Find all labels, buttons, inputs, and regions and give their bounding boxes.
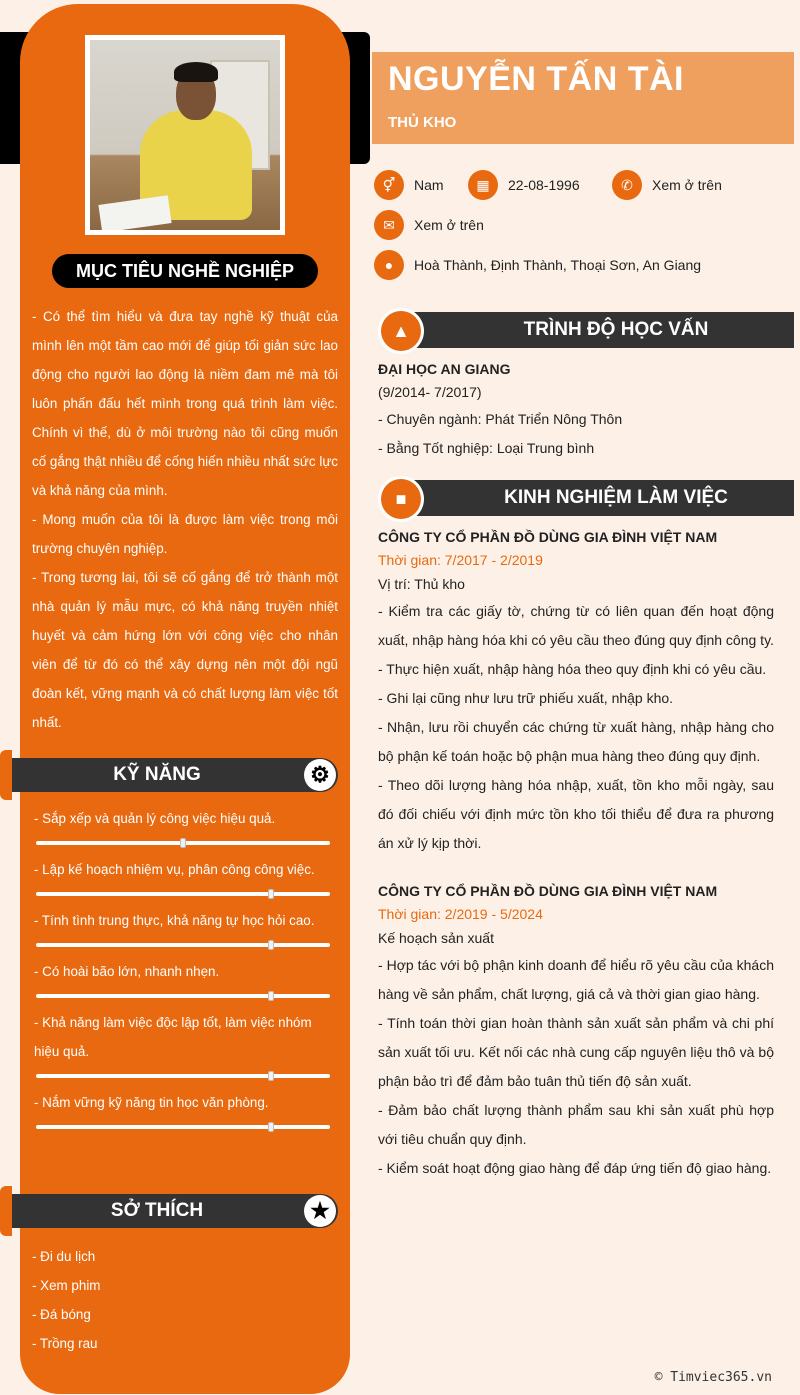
job-duty: - Nhận, lưu rồi chuyển các chứng từ xuất hàng, nhập hàng cho bộ phận kế toán hoặc bộ phận mua hàng theo đúng quy định. [378, 719, 774, 764]
objective-heading: MỤC TIÊU NGHỀ NGHIỆP [52, 254, 318, 288]
job-entry [378, 880, 774, 1183]
graduation-cap-icon: ▲ [381, 311, 421, 351]
education-period: (9/2014- 7/2017) [378, 384, 482, 400]
skill-level-track [36, 892, 330, 896]
phone-item [612, 170, 722, 200]
skill-item [34, 855, 334, 896]
hobbies-heading: SỞ THÍCH [110, 1200, 204, 1221]
job-title: THỦ KHO [388, 114, 457, 131]
hobbies-list [32, 1242, 100, 1358]
name-band [372, 52, 794, 144]
skill-item [34, 957, 334, 998]
job-duty: - Tính toán thời gian hoàn thành sản xuất sản phẩm và chi phí sản xuất tối ưu. Kết nối các nhà cung cấp nguyên liệu thô và bộ phận bảo trì để đảm bảo tuân thủ tiến độ sản xuất. [378, 1015, 774, 1089]
education-heading-bar [378, 308, 794, 354]
skill-level-track [36, 1125, 330, 1129]
job-duty: - Đảm bảo chất lượng thành phẩm sau khi sản xuất phù hợp với tiêu chuẩn quy định. [378, 1102, 774, 1147]
skill-label: - Sắp xếp và quản lý công việc hiệu quả. [34, 811, 276, 826]
skill-level-track [36, 1074, 330, 1078]
gender-item [374, 170, 444, 200]
skill-level-marker [268, 991, 274, 1001]
job-duty: - Theo dõi lượng hàng hóa nhập, xuất, tồn kho mỗi ngày, sau đó đối chiếu với định mức tồn kho tối thiểu để đưa ra phương án xử lý kịp thời. [378, 777, 774, 851]
skill-label: - Lập kế hoạch nhiệm vụ, phân công công việc. [34, 862, 315, 877]
objective-paragraph: - Mong muốn của tôi là được làm việc trong môi trường chuyên nghiệp. [32, 512, 338, 556]
footer-credit: © Timviec365.vn [654, 1370, 772, 1385]
skill-level-marker [268, 1071, 274, 1081]
skill-level-marker [268, 1122, 274, 1132]
job-position: Vị trí: Thủ kho [378, 576, 465, 592]
list-item: - Xem phim [32, 1278, 101, 1293]
briefcase-icon: ■ [381, 479, 421, 519]
job-duty: - Kiểm soát hoạt động giao hàng để đáp ứng tiến độ giao hàng. [378, 1160, 772, 1176]
phone-icon: ✆ [612, 170, 642, 200]
objective-paragraph: - Có thể tìm hiểu và đưa tay nghề kỹ thuật của mình lên một tầm cao mới để giúp tối giản sức lao động cho người lao động là niềm đam mê mà tôi luôn phấn đấu hết mình trong quá trình làm việc. Chính vì thế, dù ở môi trường nào tôi cũng muốn cố gắng thật nhiều để cống hiến nhiều nhất sức lực và khả năng của mình. [32, 309, 338, 498]
mail-icon: ✉ [374, 210, 404, 240]
location-pin-icon: ● [374, 250, 404, 280]
job-duty: - Thực hiện xuất, nhập hàng hóa theo quy định khi có yêu cầu. [378, 661, 767, 677]
job-duty: - Hợp tác với bộ phận kinh doanh để hiểu rõ yêu cầu của khách hàng về sản phẩm, chất lượng, giá cả và thời gian giao hàng. [378, 957, 774, 1002]
star-icon: ★ [304, 1195, 336, 1227]
birthday-value: 22-08-1996 [508, 177, 580, 193]
education-block [378, 358, 774, 463]
objective-text [32, 302, 338, 737]
skill-label: - Tính tình trung thực, khả năng tự học hỏi cao. [34, 913, 315, 928]
list-item: - Trồng rau [32, 1336, 98, 1351]
job-entry [378, 526, 774, 858]
profile-photo [90, 40, 280, 230]
objective-paragraph: - Trong tương lai, tôi sẽ cố gắng để trở thành một nhà quản lý mẫu mực, có khả năng truyền nhiệt huyết và cảm hứng lớn với công việc cho nhân viên để từ đó có thể xây dựng nên một đội ngũ đoàn kết, vững mạnh và có chất lượng làm việc tốt nhất. [32, 570, 338, 730]
skill-item [34, 804, 334, 845]
gear-icon: ⚙ [304, 759, 336, 791]
skill-level-marker [180, 838, 186, 848]
education-heading: TRÌNH ĐỘ HỌC VẤN [408, 312, 794, 348]
company-name: CÔNG TY CỔ PHẦN ĐỒ DÙNG GIA ĐÌNH VIỆT NAM [378, 529, 718, 545]
gender-icon: ⚥ [374, 170, 404, 200]
avatar [85, 35, 285, 235]
address-value: Hoà Thành, Định Thành, Thoại Sơn, An Giang [414, 257, 702, 273]
phone-value: Xem ở trên [652, 177, 722, 193]
address-item [374, 250, 701, 280]
hobbies-heading-bar [12, 1194, 338, 1228]
education-major: - Chuyên ngành: Phát Triển Nông Thôn [378, 411, 623, 427]
skill-level-track [36, 943, 330, 947]
job-position: Kế hoạch sản xuất [378, 930, 494, 946]
skills-heading: KỸ NĂNG [113, 764, 201, 785]
job-period: Thời gian: 2/2019 - 5/2024 [378, 906, 543, 922]
list-item: - Đá bóng [32, 1307, 91, 1322]
email-value: Xem ở trên [414, 217, 484, 233]
skill-item [34, 1088, 334, 1129]
school-name: ĐẠI HỌC AN GIANG [378, 361, 511, 377]
job-period: Thời gian: 7/2017 - 2/2019 [378, 552, 543, 568]
experience-heading-bar [378, 476, 794, 522]
skill-label: - Có hoài bão lớn, nhanh nhẹn. [34, 964, 220, 979]
skill-label: - Khả năng làm việc độc lập tốt, làm việc nhóm hiệu quả. [34, 1015, 312, 1059]
job-duty: - Kiểm tra các giấy tờ, chứng từ có liên quan đến hoạt động xuất, nhập hàng hóa khi có yêu cầu theo đúng quy định công ty. [378, 603, 774, 648]
skills-list [34, 804, 334, 1139]
full-name: NGUYỄN TẤN TÀI [388, 60, 684, 98]
skill-level-marker [268, 889, 274, 899]
experience-heading: KINH NGHIỆM LÀM VIỆC [408, 480, 794, 516]
company-name: CÔNG TY CỔ PHẦN ĐỒ DÙNG GIA ĐÌNH VIỆT NAM [378, 883, 718, 899]
skill-item [34, 906, 334, 947]
sidebar [20, 4, 350, 1394]
skill-level-track [36, 994, 330, 998]
job-duty: - Ghi lại cũng như lưu trữ phiếu xuất, nhập kho. [378, 690, 674, 706]
skill-level-track [36, 841, 330, 845]
skill-label: - Nắm vững kỹ năng tin học văn phòng. [34, 1095, 269, 1110]
skill-level-marker [268, 940, 274, 950]
skill-item [34, 1008, 334, 1078]
email-item [374, 210, 484, 240]
list-item: - Đi du lịch [32, 1249, 96, 1264]
calendar-icon: ▦ [468, 170, 498, 200]
birthday-item [468, 170, 580, 200]
skills-heading-bar [12, 758, 338, 792]
gender-value: Nam [414, 177, 444, 193]
education-degree: - Bằng Tốt nghiệp: Loại Trung bình [378, 440, 595, 456]
